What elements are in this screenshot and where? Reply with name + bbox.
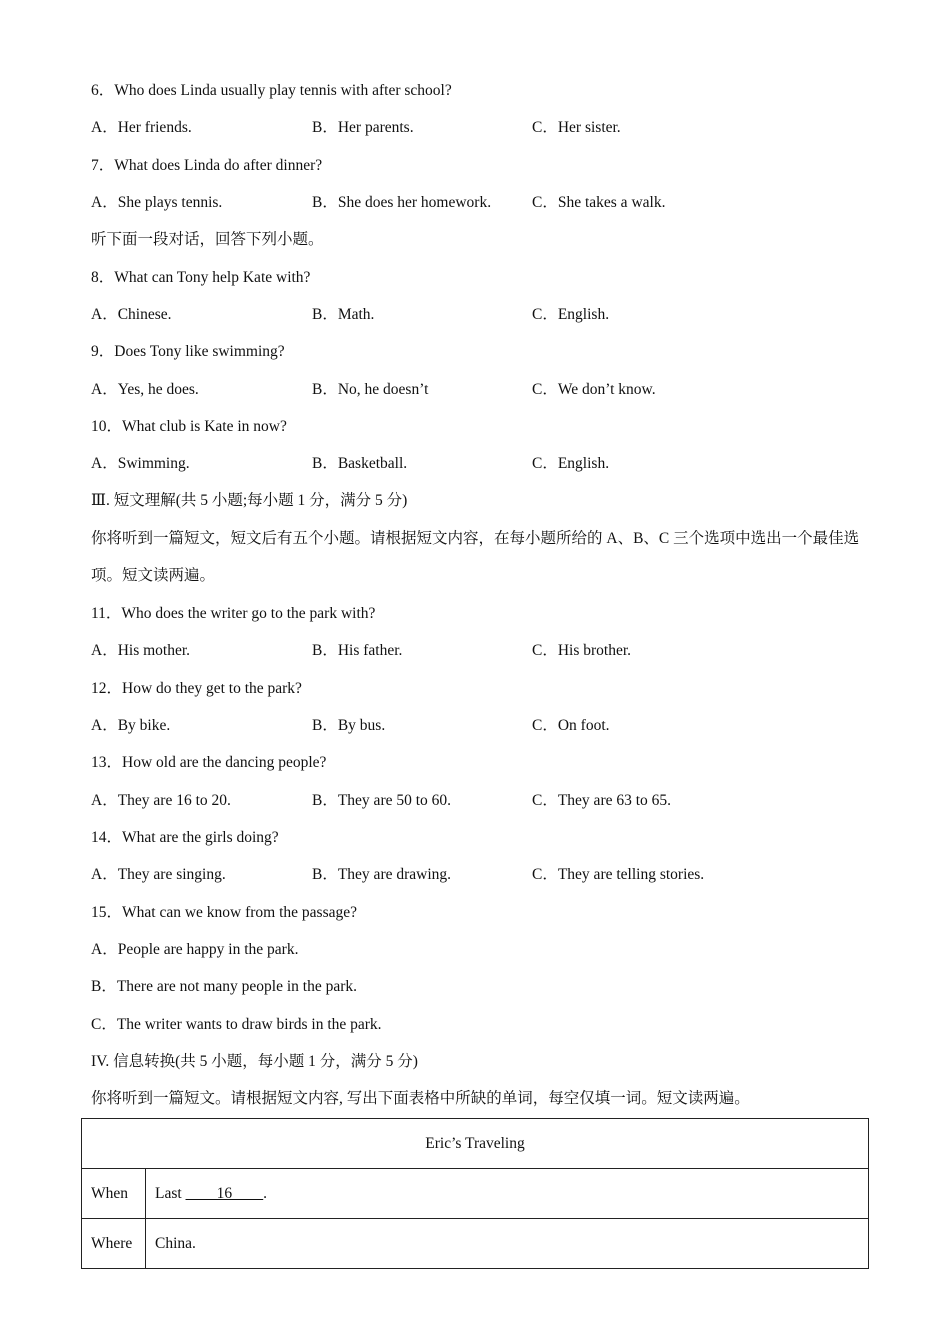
- q7-option-a: A．She plays tennis.: [91, 194, 223, 211]
- row-label-when: When: [82, 1169, 146, 1219]
- value-prefix: Last: [155, 1184, 186, 1202]
- question-7: 7．What does Linda do after dinner?: [91, 157, 323, 174]
- q7-option-b: B．She does her homework.: [312, 194, 492, 211]
- q12-option-b: B．By bus.: [312, 717, 386, 734]
- question-6: 6．Who does Linda usually play tennis with after school?: [91, 82, 452, 99]
- q6-option-b: B．Her parents.: [312, 119, 414, 136]
- q8-option-c: C．English.: [532, 306, 610, 323]
- q7-option-c: C．She takes a walk.: [532, 194, 666, 211]
- q14-option-a: A．They are singing.: [91, 866, 226, 883]
- q12-option-a: A．By bike.: [91, 717, 171, 734]
- q13-option-b: B．They are 50 to 60.: [312, 792, 452, 809]
- q13-option-a: A．They are 16 to 20.: [91, 792, 231, 809]
- table-title-row: [82, 1119, 869, 1169]
- question-13: 13．How old are the dancing people?: [91, 754, 327, 771]
- q12-option-c: C．On foot.: [532, 717, 610, 734]
- question-10: 10．What club is Kate in now?: [91, 418, 287, 435]
- question-14: 14．What are the girls doing?: [91, 829, 279, 846]
- info-table: [81, 1118, 869, 1269]
- section-3-description: 你将听到一篇短文，短文后有五个小题。请根据短文内容，在每小题所给的 A、B、C 三个选项中选出一个最佳选项。短文读两遍。: [91, 530, 860, 584]
- q6-option-c: C．Her sister.: [532, 119, 621, 136]
- row-value-when: [146, 1169, 869, 1219]
- q14-option-c: C．They are telling stories.: [532, 866, 705, 883]
- section-3-title: Ⅲ. 短文理解(共 5 小题;每小题 1 分，满分 5 分): [91, 492, 408, 509]
- q6-option-a: A．Her friends.: [91, 119, 192, 136]
- q11-option-a: A．His mother.: [91, 642, 191, 659]
- dialogue-instruction: 听下面一段对话，回答下列小题。: [91, 231, 324, 248]
- question-12: 12．How do they get to the park?: [91, 680, 302, 697]
- q10-option-c: C．English.: [532, 455, 610, 472]
- question-11: 11．Who does the writer go to the park with?: [91, 605, 376, 622]
- q10-option-b: B．Basketball.: [312, 455, 408, 472]
- q11-option-b: B．His father.: [312, 642, 403, 659]
- q9-option-a: A．Yes, he does.: [91, 381, 199, 398]
- q10-option-a: A．Swimming.: [91, 455, 190, 472]
- q9-option-b: B．No, he doesn’t: [312, 381, 429, 398]
- table-row: [82, 1219, 869, 1269]
- q15-option-a: A．People are happy in the park.: [91, 941, 299, 958]
- question-8: 8．What can Tony help Kate with?: [91, 269, 311, 286]
- q8-option-a: A．Chinese.: [91, 306, 172, 323]
- q15-option-c: C．The writer wants to draw birds in the park.: [91, 1016, 382, 1033]
- value-suffix: .: [263, 1184, 267, 1202]
- q8-option-b: B．Math.: [312, 306, 375, 323]
- q14-option-b: B．They are drawing.: [312, 866, 452, 883]
- blank-16[interactable]: ____16____: [185, 1184, 264, 1202]
- q11-option-c: C．His brother.: [532, 642, 632, 659]
- q9-option-c: C．We don’t know.: [532, 381, 656, 398]
- q13-option-c: C．They are 63 to 65.: [532, 792, 672, 809]
- q15-option-b: B．There are not many people in the park.: [91, 978, 357, 995]
- row-label-where: Where: [82, 1219, 146, 1269]
- question-15: 15．What can we know from the passage?: [91, 904, 357, 921]
- table-row: [82, 1169, 869, 1219]
- section-4-description: 你将听到一篇短文。请根据短文内容, 写出下面表格中所缺的单词，每空仅填一词。短文读两遍。: [91, 1090, 750, 1107]
- section-4-title: IV. 信息转换(共 5 小题，每小题 1 分，满分 5 分): [91, 1053, 418, 1070]
- table-title: Eric’s Traveling: [82, 1119, 869, 1169]
- question-9: 9．Does Tony like swimming?: [91, 343, 285, 360]
- row-value-where: China.: [146, 1219, 869, 1269]
